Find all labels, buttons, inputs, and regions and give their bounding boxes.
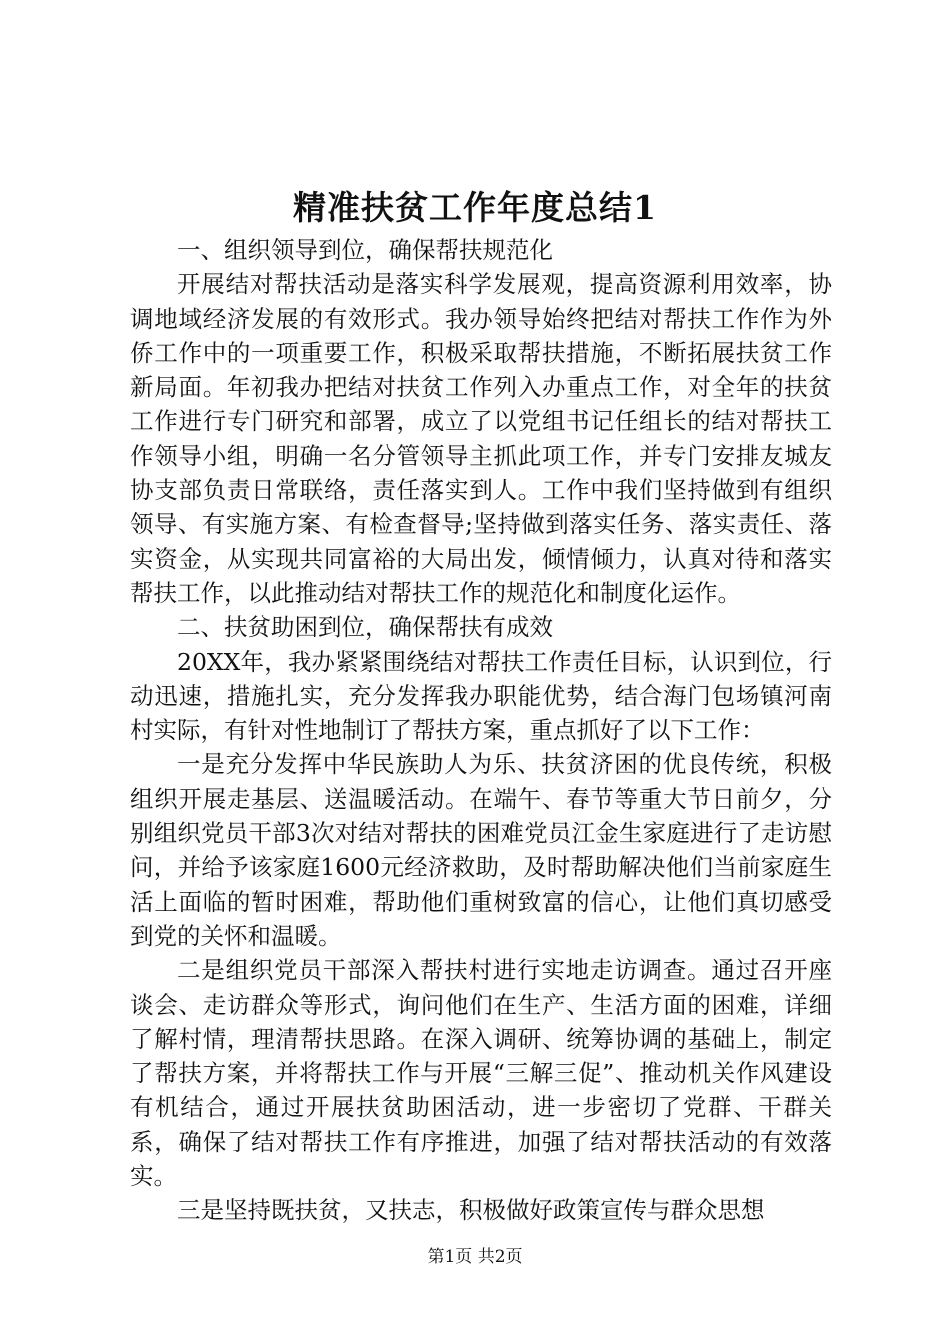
- paragraph-2: 20XX年，我办紧紧围绕结对帮扶工作责任目标，认识到位，行动迅速，措施扎实，充分发挥我办职能优势，结合海门包场镇河南村实际，有针对性地制订了帮扶方案，重点抓好了以下工作：: [130, 647, 832, 745]
- paragraph-5: 三是坚持既扶贫，又扶志，积极做好政策宣传与群众思想: [177, 1196, 765, 1225]
- paragraph-1: 开展结对帮扶活动是落实科学发展观，提高资源利用效率，协调地域经济发展的有效形式。我办领导始终把结对帮扶工作作为外侨工作中的一项重要工作，积极采取帮扶措施，不断拓展扶贫工作新局面。年初我办把结对扶贫工作列入办重点工作，对全年的扶贫工作进行专门研究和部署，成立了以党组书记任组长的结对帮扶工作领导小组，明确一名分管领导主抓此项工作，并专门安排友城友协支部负责日常联络，责任落实到人。工作中我们坚持做到有组织领导、有实施方案、有检查督导;坚持做到落实任务、落实责任、落实资金，从实现共同富裕的大局出发，倾情倾力，认真对待和落实帮扶工作，以此推动结对帮扶工作的规范化和制度化运作。: [130, 270, 832, 607]
- page-number-footer: 第1页 共2页: [427, 1247, 523, 1267]
- document-body: [130, 233, 832, 1228]
- section-heading-1: 一、组织领导到位，确保帮扶规范化: [177, 236, 553, 264]
- paragraph-3: 一是充分发挥中华民族助人为乐、扶贫济困的优良传统，积极组织开展走基层、送温暖活动。在端午、春节等重大节日前夕，分别组织党员干部3次对结对帮扶的困难党员江金生家庭进行了走访慰问，并给予该家庭1600元经济救助，及时帮助解决他们当前家庭生活上面临的暂时困难，帮助他们重树致富的信心，让他们真切感受到党的关怀和温暖。: [130, 750, 832, 950]
- document-title: 精准扶贫工作年度总结1: [293, 188, 657, 227]
- paragraph-4: 二是组织党员干部深入帮扶村进行实地走访调查。通过召开座谈会、走访群众等形式，询问他们在生产、生活方面的困难，详细了解村情，理清帮扶思路。在深入调研、统筹协调的基础上，制定了帮扶方案，并将帮扶工作与开展“三解三促”、推动机关作风建设有机结合，通过开展扶贫助困活动，进一步密切了党群、干群关系，确保了结对帮扶工作有序推进，加强了结对帮扶活动的有效落实。: [130, 956, 832, 1191]
- section-heading-2: 二、扶贫助困到位，确保帮扶有成效: [177, 613, 553, 642]
